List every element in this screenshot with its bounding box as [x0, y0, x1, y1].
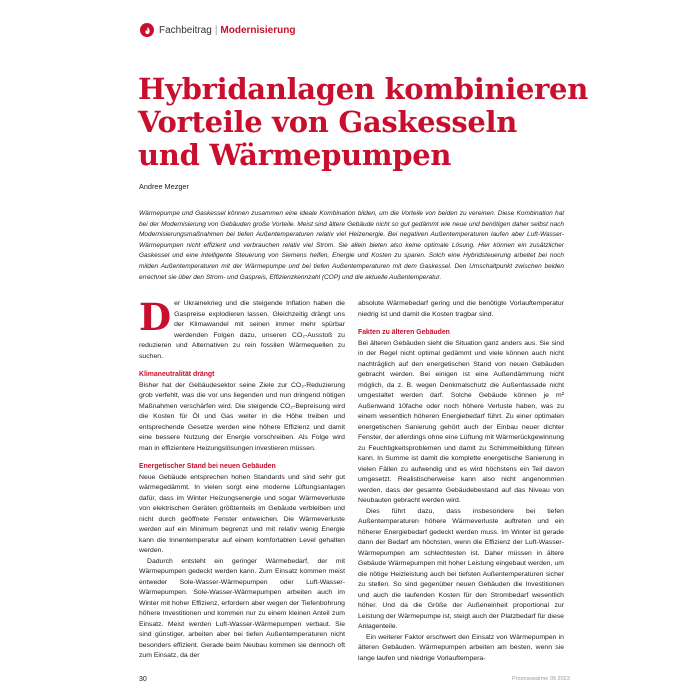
- section-heading-klimaneutralitaet: Klimaneutralität drängt: [139, 371, 215, 378]
- body-paragraph: Dies führt dazu, dass insbesondere bei tiefen Außentemperaturen höhere Wärmeverluste auftreten und ein höherer Energiebedarf gedeckt werden muss. Im Winter ist gerade dann der Bedarf am höchsten, wenn die Effizienz der Luft-Wasser-Wärmepumpen am schlechtesten ist. Daher müssen in ältere Gebäude Wärmepumpen mit hoher Leistung eingebaut werden, um die nötige Heizleistung auch bei tiefsten Außentemperaturen sicher zu stellen. So sind gegenüber neuen Gebäuden die Investitionen und auch die laufenden Kosten für den Strombedarf wesentlich höher. Und da die Größe der Außeneinheit proportional zur Leistung der Wärmepumpe ist, steigt auch der Platzbedarf für diese Anlagenteile.: [358, 507, 564, 630]
- article-author: Andree Mezger: [139, 182, 189, 191]
- body-paragraph: Ein weiterer Faktor erschwert den Einsatz von Wärmepumpen in älteren Gebäuden. Wärmepumpen arbeiten am besten, wenn sie lange laufen und niedrige Vorlauftempera-: [358, 633, 564, 662]
- section-heading-neue-gebaeude: Energetischer Stand bei neuen Gebäuden: [139, 463, 276, 470]
- page-number: 30: [139, 676, 147, 683]
- drop-cap: D: [139, 295, 172, 339]
- flame-logo-icon: [140, 23, 154, 37]
- body-paragraph: Dadurch entsteht ein geringer Wärmebedarf, der mit Wärmepumpen gedeckt werden kann. Zum Einsatz kommen meist entweder Sole-Wasser-Wärmepumpen oder Luft-Wasser-Wärmepumpen. Sole-Wasser-Wärmepumpen arbeiten auch im Winter mit hoher Effizienz, erfordern aber wegen der Tiefenbohrung höhere Investitionen und kommen nur zu einem kleinen Anteil zum Einsatz. Meist werden Luft-Wasser-Wärmepumpen verbaut. Sie sind günstiger, arbeiten aber bei tiefen Außentemperaturen nicht besonders effizient. Gerade beim Neubau kommen sie dennoch oft zum Einsatz, da der: [139, 557, 345, 659]
- text-column-left: [139, 295, 345, 662]
- article-lead: Wärmepumpe und Gaskessel können zusammen eine ideale Kombination bilden, um die Vorteile von beiden zu vereinen. Diese Kombination hat bei der Modernisierung von Gebäuden große Vorteile. Meist sind ältere Gebäude nicht so gut gedämmt wie neue und benötigen daher selbst nach Modernisierungsmaßnahmen bei tiefen Außentemperaturen relativ viel Heizenergie. Bei negativen Außentemperaturen laufen aber Luft-Wasser-Wärmepumpen nicht effizient und verbrauchen relativ viel Strom. Sie allein bieten also keine optimale Lösung. Hier können ein zusätzlicher Gaskessel und eine intelligente Steuerung von Siemens helfen, Energie und Kosten zu sparen. Solch eine Hybridsteuerung arbeitet bei noch milden Außentemperaturen mit der Wärmepumpe und bei tiefen Außentemperaturen mit dem Gaskessel. Den Umschaltpunkt zwischen beiden errechnet sie über den Strom- und Gaspreis, Effizienzkennzahl (COP) und die aktuelle Außentemperatur.: [139, 210, 564, 281]
- page-header: [140, 23, 295, 37]
- header-category: Fachbeitrag: [159, 24, 212, 36]
- body-paragraph: Bei älteren Gebäuden sieht die Situation ganz anders aus. Sie sind in der Regel nicht optimal gedämmt und viele können auch nicht nachträglich auf den energetischen Stand von neuen Gebäuden gebracht werden. Bei einigen ist eine Außendämmung nicht möglich, da z. B. wegen Denkmalschutz die Außenfassade nicht umgestaltet werden darf. Solche Gebäude können je m² Außenwand 10fache oder noch höhere Verluste haben, was zu einem wesentlich höheren Energiebedarf führt. Zu einer optimalen energetischen Sanierung gehört auch der Einbau neuer dichter Fenster, der allerdings ohne eine Lüftung mit Wärmerückgewinnung zu Feuchtigkeitsproblemen und damit zu Schimmelbildung führen kann. In Summe ist damit die komplette energetische Sanierung in vielen Fällen zu aufwendig und es wird höchstens ein Teil davon umgesetzt. Realistischerweise kann also nicht angenommen werden, dass der gesamte Gebäudebestand auf das Niveau von Neubauten gebracht werden wird.: [358, 339, 564, 504]
- header-subcategory: Modernisierung: [220, 24, 296, 36]
- header-separator: |: [214, 24, 218, 36]
- article-title: Hybridanlagen kombinieren Vorteile von Gaskesseln und Wärmepumpen: [138, 72, 588, 172]
- intro-text: er Ukrainekrieg und die steigende Inflation haben die Gaspreise explodieren lassen. Gleichzeitig drängt uns der Klimawandel mit seinen immer mehr spürbar werdenden Folgen dazu, unseren CO₂-Ausstoß zu reduzieren und Alternativen zu rein fossilen Wärmequellen zu suchen.: [139, 300, 345, 360]
- intro-paragraph: [139, 295, 345, 362]
- section-heading-aeltere-gebaeude: Fakten zu älteren Gebäuden: [358, 329, 450, 336]
- body-paragraph: Bisher hat der Gebäudesektor seine Ziele zur CO₂-Reduzierung grob verfehlt, was die vor uns liegenden und nun dringend nötigen Maßnahmen verschärfen wird. Die steigende CO₂-Bepreisung wird die Kosten für Öl und Gas weiter in die Höhe treiben und entsprechende Gesetze werden eine höhere Effizienz und damit eine bessere Nutzung der Energie vorschreiben. Als Folge wird man in effizientere Heizungslösungen investieren müssen.: [139, 381, 345, 452]
- body-paragraph: Neue Gebäude entsprechen hohen Standards und sind sehr gut wärmegedämmt. In vielen sorgt eine moderne Lüftungsanlagen dafür, dass im Winter Heizungsenergie und sogar Wärmeverluste von elektrischen Geräten größtenteils im Gebäude verbleiben und nicht durch geöffnete Fenster entweichen. Die Wärmeverluste werden auf ein Minimum begrenzt und mit relativ wenig Energie kann die Innentemperatur auf einem komfortablen Level gehalten werden.: [139, 473, 345, 554]
- text-column-right: [358, 299, 564, 664]
- footer-source: Prozesswärme 05 2023: [512, 676, 570, 682]
- body-paragraph: absolute Wärmebedarf gering und die benötigte Vorlauftemperatur niedrig ist und damit die Kosten tragbar sind.: [358, 300, 564, 318]
